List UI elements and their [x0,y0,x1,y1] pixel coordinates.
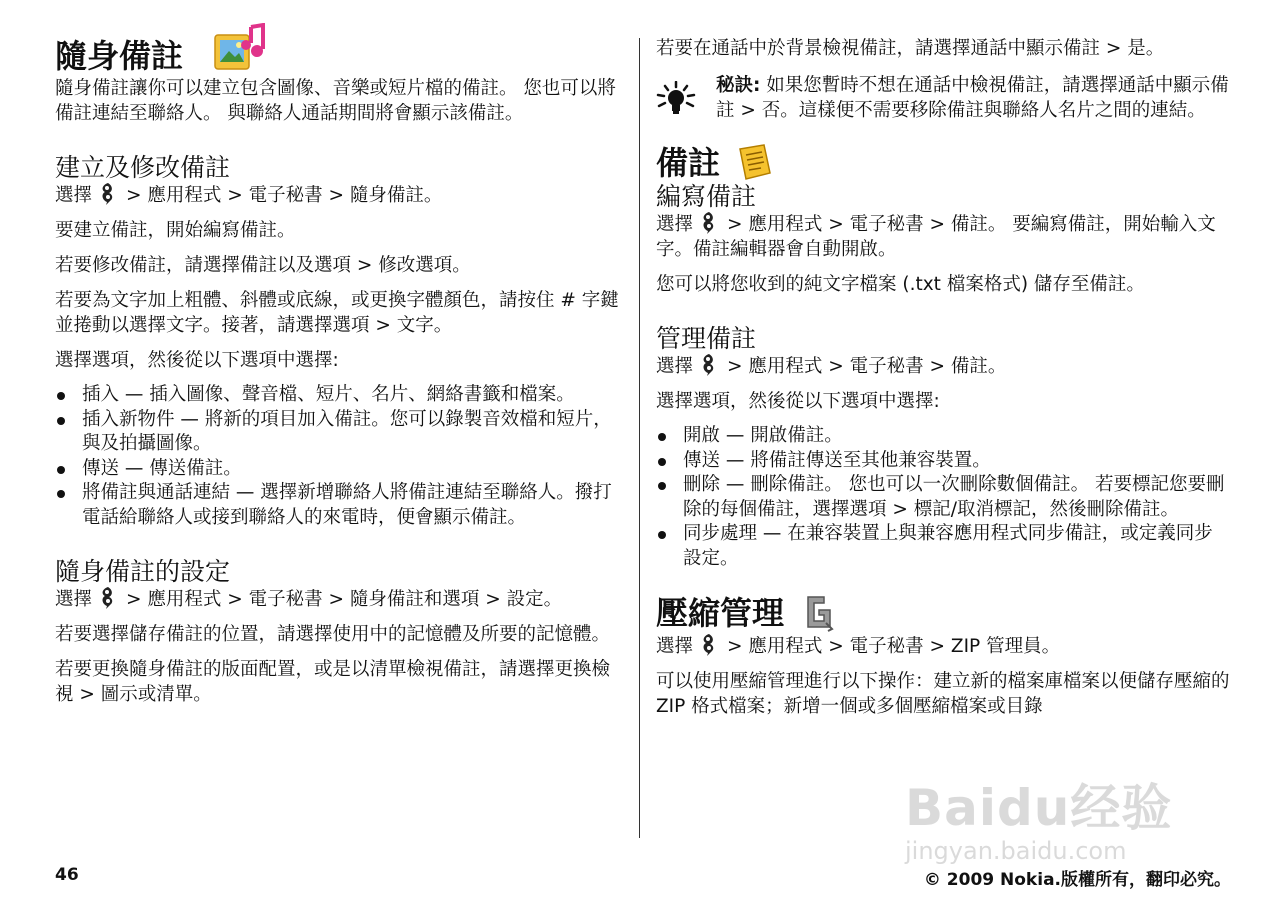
settings-p2: 若要更換隨身備註的版面配置，或是以清單檢視備註，請選擇更換檢視 > 圖示或清單。 [55,659,611,705]
call-display-text: 若要在通話中於背景檢視備註，請選擇通話中顯示備註 > 是。 [656,38,1165,59]
tip-paragraph [716,73,1231,123]
zip-title-text: 壓縮管理 [656,594,785,632]
memo-section-title [55,36,625,76]
menu-key-icon [699,633,717,657]
manage-p1: 選擇選項，然後從以下選項中選擇: [656,391,940,412]
notes-section-title [656,143,1231,183]
zip-section-title [656,593,1231,633]
list-item: 傳送 — 傳送備註。 [55,457,625,482]
select-word: 選擇 [656,636,694,657]
watermark-logo: Baidu经验 [905,779,1173,837]
lightbulb-tip-icon [656,81,696,115]
select-word: 選擇 [55,185,93,206]
create-path-text: > 應用程式 > 電子秘書 > 隨身備註。 [126,185,443,206]
create-heading: 建立及修改備註 [55,153,231,182]
list-item: 同步處理 — 在兼容裝置上與兼容應用程式同步備註，或定義同步設定。 [656,522,1231,571]
settings-p1: 若要選擇儲存備註的位置，請選擇使用中的記憶體及所要的記憶體。 [55,624,611,645]
tip-label: 秘訣: [716,75,761,96]
list-item: 刪除 — 刪除備註。 您也可以一次刪除數個備註。 若要標記您要刪除的每個備註，選擇選項 > 標記/取消標記，然後刪除備註。 [656,473,1231,522]
create-p3: 若要為文字加上粗體、斜體或底線，或更換字體顏色，請按住 # 字鍵並捲動以選擇文字。接著，請選擇選項 > 文字。 [55,290,619,336]
list-item: 插入新物件 — 將新的項目加入備註。您可以錄製音效檔和短片，與及拍攝圖像。 [55,408,625,457]
manage-heading: 管理備註 [656,324,757,353]
settings-path [55,586,625,612]
page-number: 46 [55,865,79,885]
memo-title-text: 隨身備註 [55,37,184,75]
menu-key-icon [699,353,717,377]
menu-key-icon [98,182,116,206]
manage-options-list [656,424,1231,571]
memo-intro: 隨身備註讓你可以建立包含圖像、音樂或短片檔的備註。 您也可以將備註連結至聯絡人。 與聯絡人通話期間將會顯示該備註。 [55,78,616,124]
options-list [55,383,625,530]
settings-heading: 隨身備註的設定 [55,557,231,586]
write-path [656,211,1231,262]
manage-path-text: > 應用程式 > 電子秘書 > 備註。 [727,356,1007,377]
write-path-text: > 應用程式 > 電子秘書 > 備註。 要編寫備註，開始輸入文字。備註編輯器會自動開啟。 [656,214,1216,260]
tip-box [656,73,1231,123]
write-heading: 編寫備註 [656,182,757,211]
copyright: © 2009 Nokia.版權所有，翻印必究。 [923,870,1231,890]
select-word: 選擇 [656,356,694,377]
list-item: 開啟 — 開啟備註。 [656,424,1231,449]
zip-p1: 可以使用壓縮管理進行以下操作：建立新的檔案庫檔案以便儲存壓縮的 ZIP 格式檔案；新增一個或多個壓縮檔案或目錄 [656,671,1230,717]
menu-key-icon [98,586,116,610]
write-p1: 您可以將您收到的純文字檔案 (.txt 檔案格式) 儲存至備註。 [656,274,1145,295]
zip-path-text: > 應用程式 > 電子秘書 > ZIP 管理員。 [727,636,1061,657]
list-item: 插入 — 插入圖像、聲音檔、短片、名片、網絡書籤和檔案。 [55,383,625,408]
right-column [656,36,1231,719]
list-item: 傳送 — 將備註傳送至其他兼容裝置。 [656,449,1231,474]
zip-path [656,633,1231,659]
tip-text: 如果您暫時不想在通話中檢視備註，請選擇通話中顯示備註 > 否。這樣便不需要移除備註與聯絡人名片之間的連結。 [716,75,1229,121]
select-word: 選擇 [656,214,694,235]
notes-app-icon [734,143,774,183]
create-path [55,182,625,208]
settings-path-text: > 應用程式 > 電子秘書 > 隨身備註和選項 > 設定。 [126,589,563,610]
column-divider [639,38,640,838]
create-p2: 若要修改備註，請選擇備註以及選項 > 修改選項。 [55,255,471,276]
memo-app-icon [211,23,267,75]
create-p4: 選擇選項，然後從以下選項中選擇: [55,350,339,371]
create-p1: 要建立備註，開始編寫備註。 [55,220,296,241]
zip-manager-icon [802,593,838,633]
list-item: 將備註與通話連結 — 選擇新增聯絡人將備註連結至聯絡人。撥打電話給聯絡人或接到聯絡人的來電時，便會顯示備註。 [55,481,625,530]
left-column [55,36,625,707]
manage-path [656,353,1231,379]
select-word: 選擇 [55,589,93,610]
watermark-url: jingyan.baidu.com [905,837,1127,865]
notes-title-text: 備註 [656,144,721,182]
menu-key-icon [699,211,717,235]
